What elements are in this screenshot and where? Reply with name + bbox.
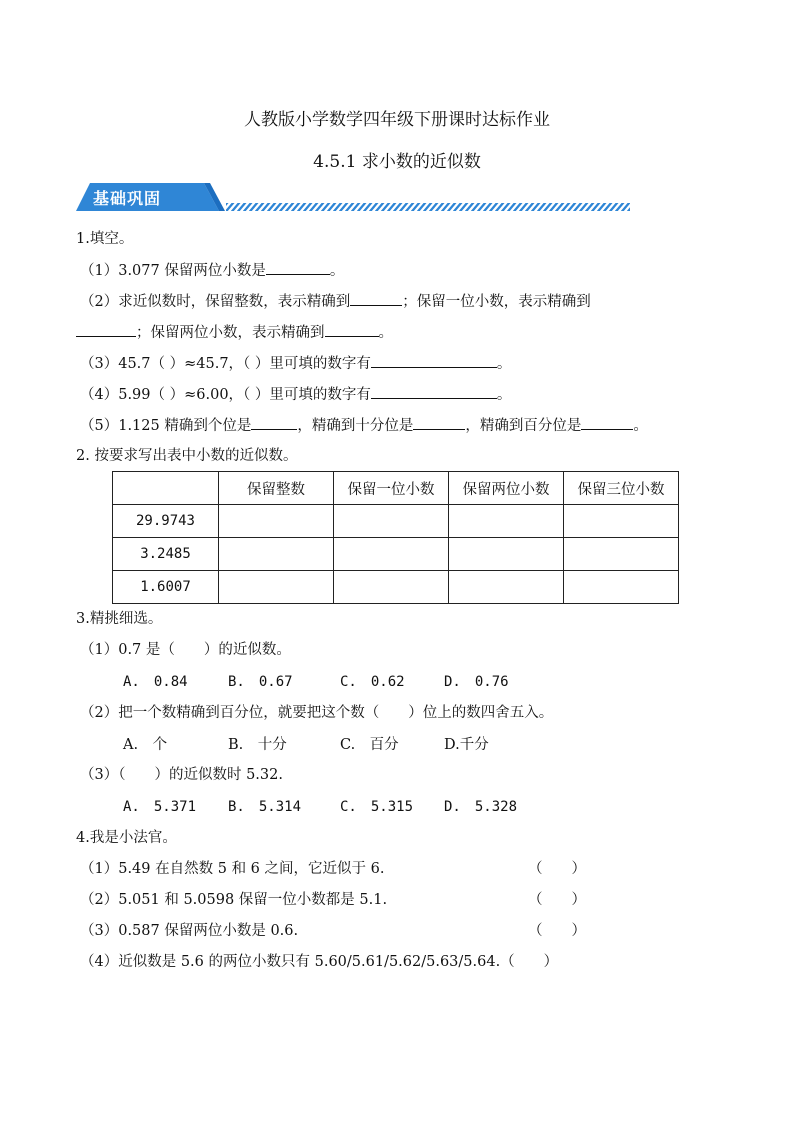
q2-heading: 2. 按要求写出表中小数的近似数。 [76,448,298,464]
page-subtitle: 4.5.1 求小数的近似数 [313,152,481,172]
q3-option-c[interactable]: C. 0.62 [340,674,405,690]
page-title: 人教版小学数学四年级下册课时达标作业 [244,110,550,130]
q1-part1: （1）3.077 保留两位小数是 。 [80,260,344,281]
q3-heading: 3.精挑细选。 [76,611,163,627]
q1-part3: （3）45.7（ ）≈45.7，（ ）里可填的数字有 。 [80,353,511,374]
q4-statement-2: （2）5.051 和 5.0598 保留一位小数都是 5.1. [80,892,388,908]
table-header-cell: 保留两位小数 [449,472,564,505]
q4-heading: 4.我是小法官。 [76,830,177,846]
q3-option-d[interactable]: D.千分 [444,737,489,753]
table-header-cell [113,472,219,505]
table-row [113,505,679,538]
answer-cell[interactable] [219,505,334,538]
q3-option-a[interactable]: A. 个 [123,737,168,753]
answer-cell[interactable] [564,505,679,538]
answer-blank[interactable] [76,322,136,337]
row-value: 3.2485 [113,538,219,571]
answer-blank[interactable] [350,291,402,306]
q3-option-c[interactable]: C. 百分 [340,737,399,753]
answer-blank[interactable] [266,260,330,275]
table-header-cell: 保留一位小数 [334,472,449,505]
answer-cell[interactable] [219,571,334,604]
q3-option-d[interactable]: D. 0.76 [444,674,509,690]
q3-option-d[interactable]: D. 5.328 [444,799,518,815]
answer-cell[interactable] [449,505,564,538]
q1-part4: （4）5.99（ ）≈6.00，（ ）里可填的数字有 。 [80,384,511,405]
judge-paren[interactable]: （ ） [528,923,586,939]
q1-part2-line2: ；保留两位小数，表示精确到 。 [76,322,393,343]
q1-heading: 1.填空。 [76,231,134,247]
table-row [113,571,679,604]
answer-blank[interactable] [371,384,497,399]
answer-blank[interactable] [371,353,497,368]
answer-blank[interactable] [251,415,297,430]
q3-stem-1: （1）0.7 是（ ）的近似数。 [80,642,291,658]
q3-option-a[interactable]: A. 0.84 [123,674,188,690]
q4-statement-3: （3）0.587 保留两位小数是 0.6. [80,923,299,939]
q3-stem-2: （2）把一个数精确到百分位，就要把这个数（ ）位上的数四舍五入。 [80,705,554,721]
table-header-row [113,472,679,505]
judge-paren[interactable]: （ ） [528,892,586,908]
answer-cell[interactable] [334,571,449,604]
judge-paren[interactable]: （ ） [528,861,586,877]
answer-blank[interactable] [325,322,379,337]
table-header-cell: 保留三位小数 [564,472,679,505]
q3-stem-3: （3）（ ）的近似数时 5.32. [80,767,283,783]
row-value: 1.6007 [113,571,219,604]
q3-option-a[interactable]: A. 5.371 [123,799,197,815]
answer-blank[interactable] [413,415,465,430]
q3-option-b[interactable]: B. 0.67 [228,674,293,690]
q4-statement-4: （4）近似数是 5.6 的两位小数只有 5.60/5.61/5.62/5.63/5.64.（ ） [80,954,559,970]
table-header-cell: 保留整数 [219,472,334,505]
answer-cell[interactable] [564,571,679,604]
answer-cell[interactable] [449,571,564,604]
q3-option-b[interactable]: B. 十分 [228,737,287,753]
approx-table [112,471,679,604]
answer-cell[interactable] [334,505,449,538]
table-row [113,538,679,571]
q4-statement-1: （1）5.49 在自然数 5 和 6 之间，它近似于 6. [80,861,385,877]
answer-cell[interactable] [334,538,449,571]
q1-part2-line1: （2）求近似数时，保留整数，表示精确到 ；保留一位小数，表示精确到 [80,291,591,312]
q3-option-c[interactable]: C. 5.315 [340,799,414,815]
answer-blank[interactable] [581,415,633,430]
answer-cell[interactable] [564,538,679,571]
row-value: 29.9743 [113,505,219,538]
q3-option-b[interactable]: B. 5.314 [228,799,302,815]
answer-cell[interactable] [219,538,334,571]
answer-cell[interactable] [449,538,564,571]
banner-stripes [226,203,630,211]
q1-part5: （5）1.125 精确到个位是 ，精确到十分位是 ，精确到百分位是 。 [80,415,648,436]
section-label: 基础巩固 [93,189,162,208]
